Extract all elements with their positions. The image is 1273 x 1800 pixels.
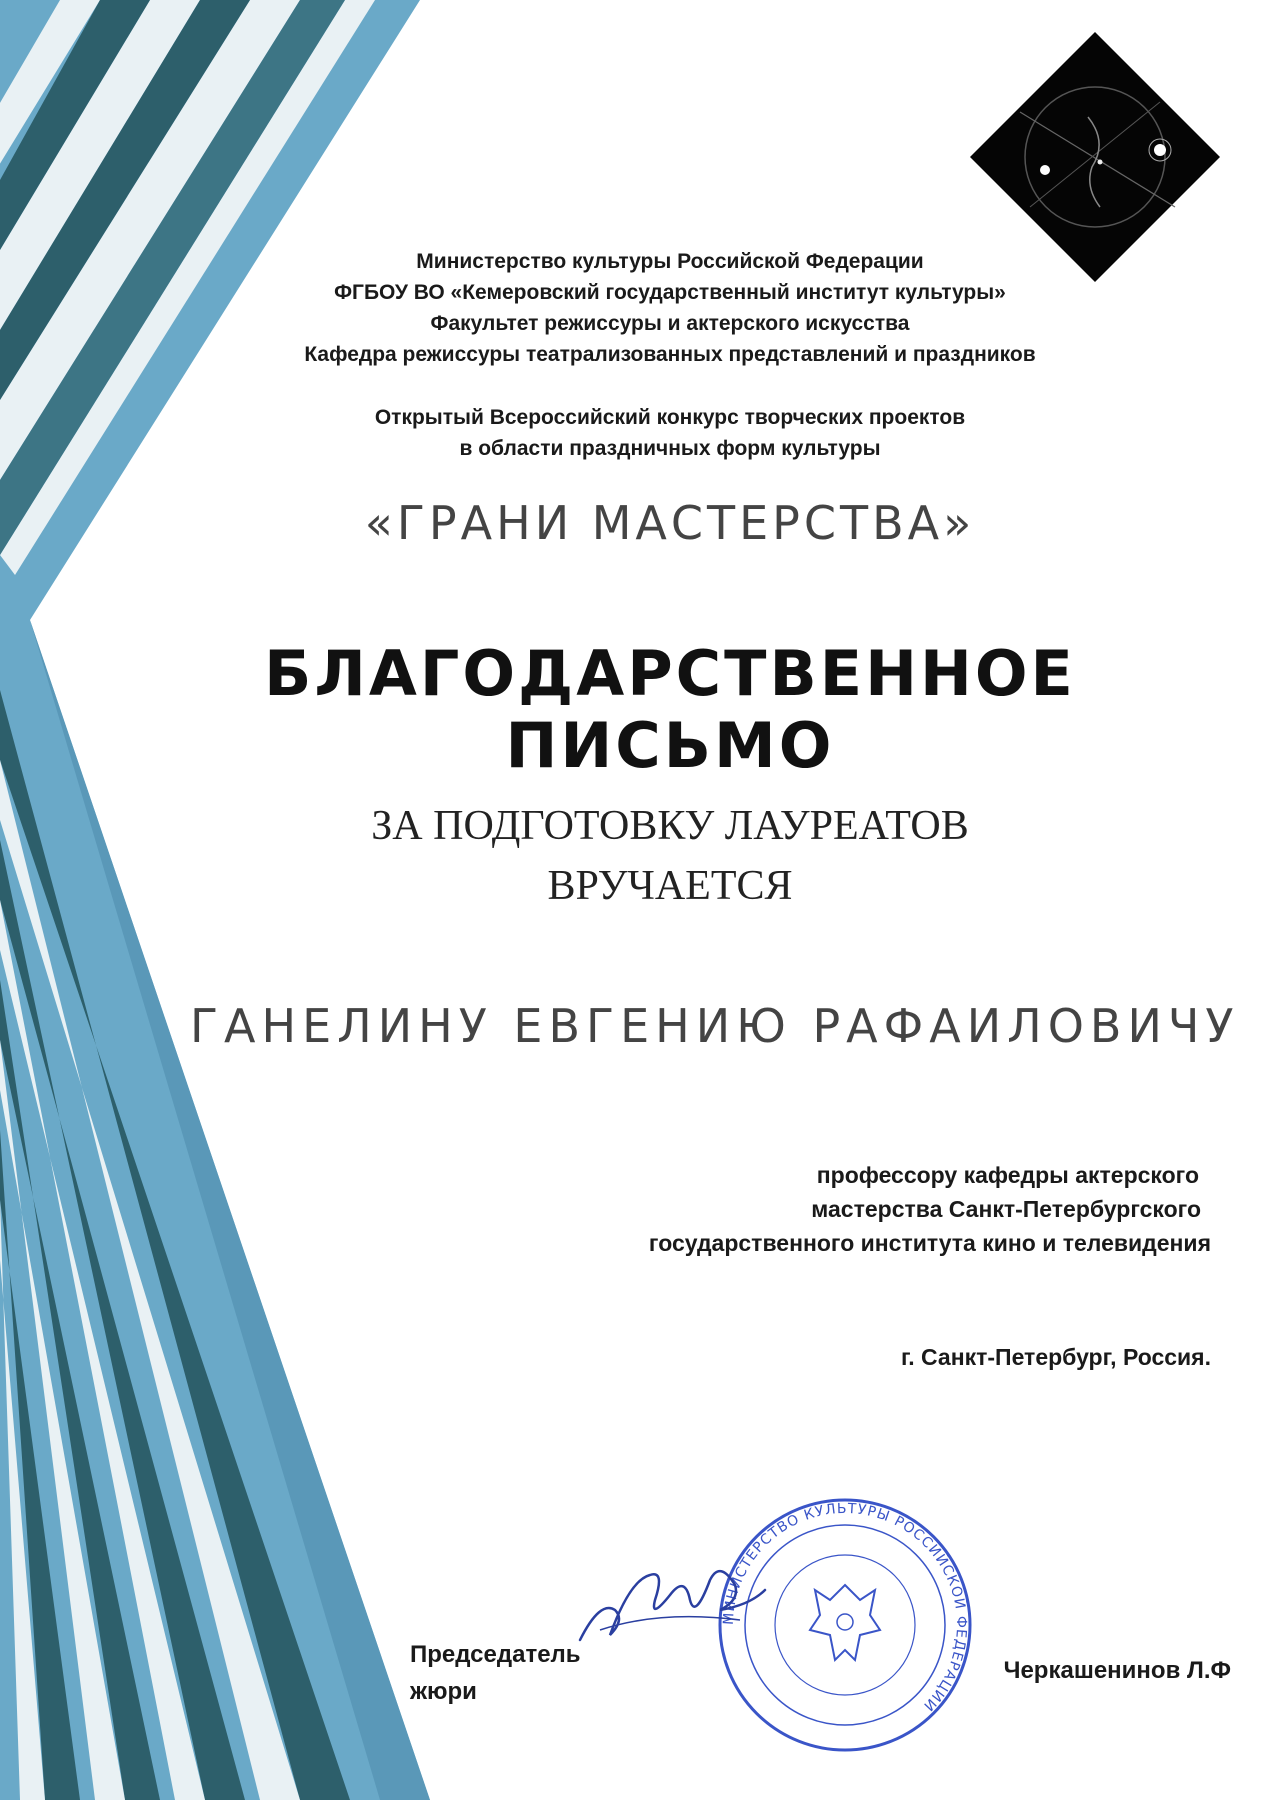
faculty-line: Факультет режиссуры и актерского искусства (430, 312, 910, 335)
position-line-3: государственного института кино и телевидения (648, 1230, 1211, 1256)
chair-name: Черкашенинов Л.Ф (1003, 1657, 1231, 1684)
recipient-position (311, 1158, 1211, 1260)
chair-signature (570, 1540, 770, 1660)
seal-text: МИНИСТЕРСТВО КУЛЬТУРЫ РОССИЙСКОЙ ФЕДЕРАЦИИ (720, 1500, 970, 1715)
department-line: Кафедра режиссуры театрализованных представлений и праздников (304, 343, 1036, 366)
award-reason-line-2: ВРУЧАЕТСЯ (547, 863, 793, 909)
contest-name: «ГРАНИ МАСТЕРСТВА» (364, 496, 976, 550)
chair-label (410, 1636, 581, 1710)
award-reason-line-1: ЗА ПОДГОТОВКУ ЛАУРЕАТОВ (371, 803, 969, 849)
recipient-city: г. Санкт-Петербург, Россия. (900, 1344, 1211, 1370)
chair-label-line-2: жюри (410, 1678, 477, 1705)
award-reason (190, 796, 1150, 916)
contest-description (190, 402, 1150, 464)
position-line-2: мастерства Санкт-Петербургского (811, 1196, 1201, 1222)
document-title: БЛАГОДАРСТВЕННОЕ ПИСЬМО (264, 637, 1076, 782)
issuer-header (190, 246, 1150, 370)
recipient-name: ГАНЕЛИНУ ЕВГЕНИЮ РАФАИЛОВИЧУ (190, 999, 1240, 1053)
contest-line-2: в области праздничных форм культуры (459, 437, 881, 460)
ministry-line: Министерство культуры Российской Федерации (416, 250, 924, 273)
position-line-1: профессору кафедры актерского (816, 1162, 1199, 1188)
contest-line-1: Открытый Всероссийский конкурс творческих проектов (374, 406, 966, 429)
institute-line: ФГБОУ ВО «Кемеровский государственный институт культуры» (334, 281, 1006, 304)
chair-label-line-1: Председатель (410, 1641, 581, 1668)
